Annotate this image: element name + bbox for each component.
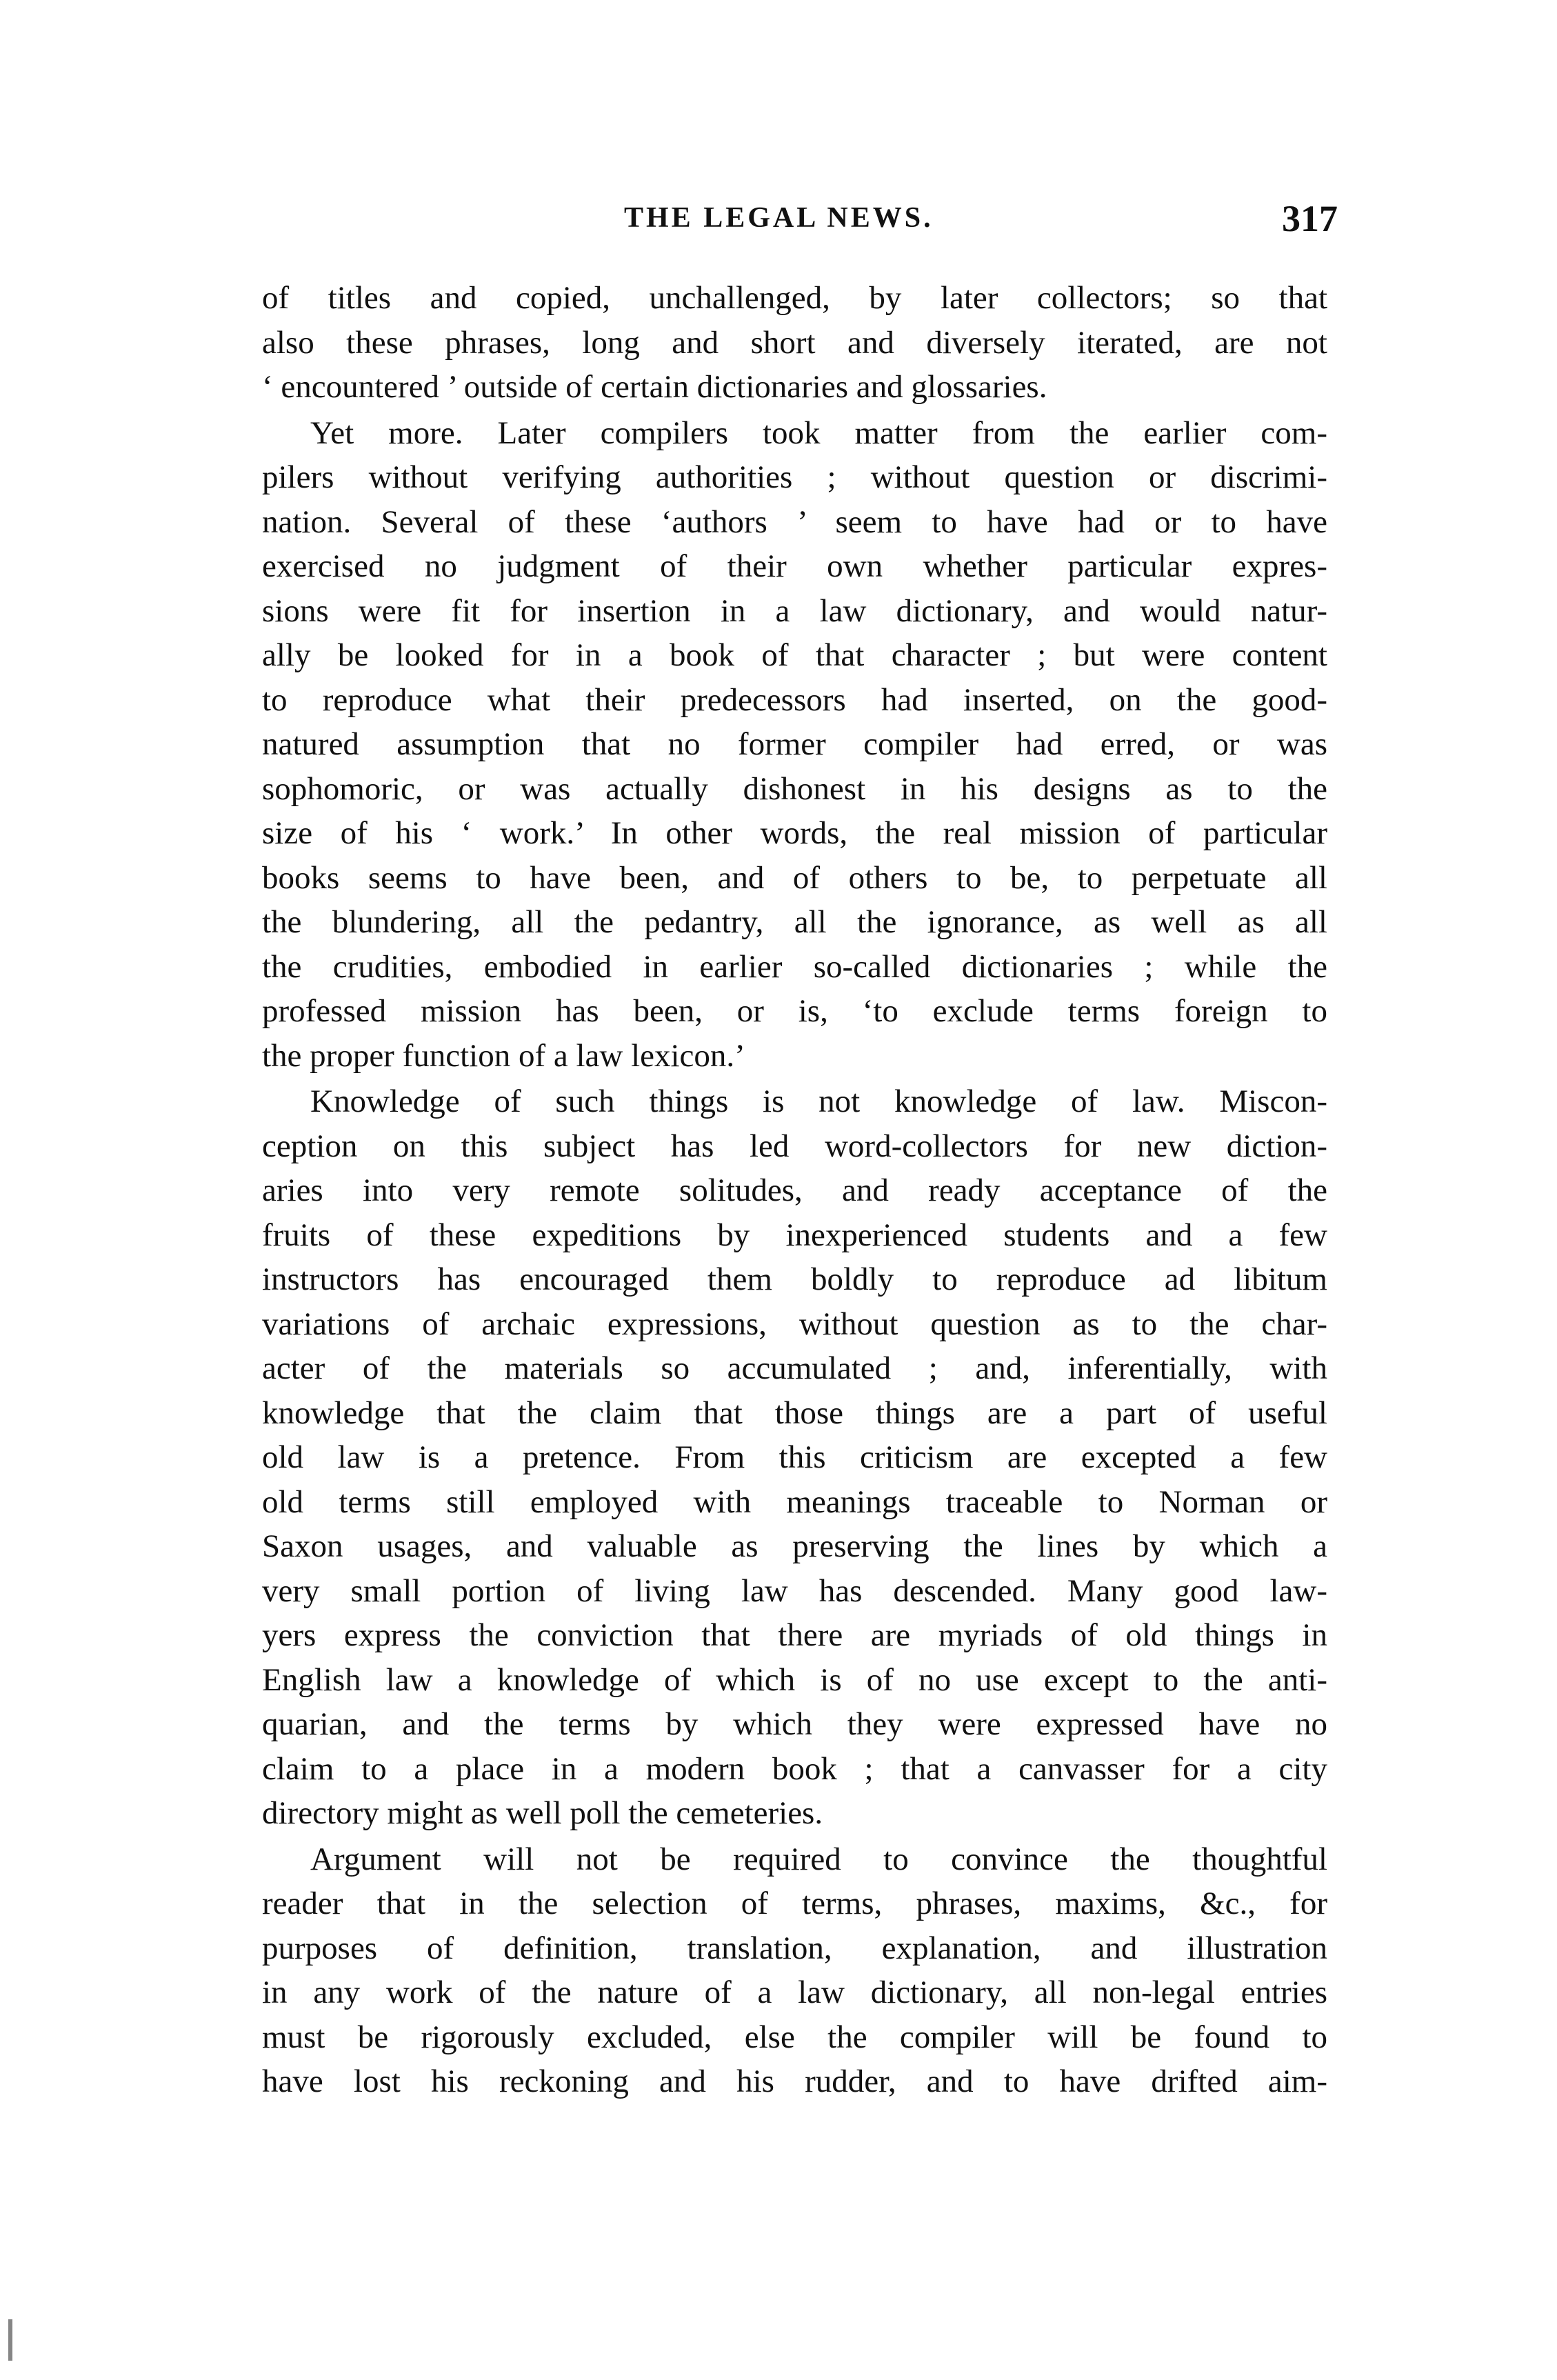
text-line: ception on this subject has led word-collectors for new diction- [262,1128,1327,1164]
text-line: fruits of these expeditions by inexperienced students and a few [262,1217,1327,1253]
text-line: size of his ‘ work.’ In other words, the real mission of particular [262,815,1327,851]
text-line: Saxon usages, and valuable as preserving the lines by which a [262,1528,1327,1564]
text-line: exercised no judgment of their own whether particular expres- [262,548,1327,584]
text-line: nation. Several of these ‘authors ’ seem to have had or to have [262,503,1327,540]
paragraph [262,1837,1327,2104]
text-line: claim to a place in a modern book ; that a canvasser for a city [262,1750,1327,1787]
text-line: have lost his reckoning and his rudder, and to have drifted aim- [262,2063,1327,2099]
text-line: must be rigorously excluded, else the compiler will be found to [262,2019,1327,2055]
text-line: of titles and copied, unchallenged, by later collectors; so that [262,280,1327,316]
text-line: old terms still employed with meanings traceable to Norman or [262,1483,1327,1520]
text-line: books seems to have been, and of others to be, to perpetuate all [262,859,1327,896]
text-line: variations of archaic expressions, without question as to the char- [262,1306,1327,1342]
text-line: Yet more. Later compilers took matter from the earlier com- [310,414,1327,451]
text-line: to reproduce what their predecessors had inserted, on the good- [262,681,1327,718]
text-line: aries into very remote solitudes, and ready acceptance of the [262,1172,1327,1208]
text-line: the crudities, embodied in earlier so-called dictionaries ; while the [262,948,1327,985]
text-line: pilers without verifying authorities ; without question or discrimi- [262,459,1327,495]
paragraph [262,1079,1327,1836]
text-line: ‘ encountered ’ outside of certain dictionaries and glossaries. [262,369,1047,405]
text-line: knowledge that the claim that those things are a part of useful [262,1394,1327,1431]
paragraph [262,411,1327,1079]
text-line: purposes of definition, translation, explanation, and illustration [262,1930,1327,1966]
text-line: ally be looked for in a book of that character ; but were content [262,637,1327,673]
text-line: English law a knowledge of which is of no use except to the anti- [262,1661,1327,1698]
text-line: Knowledge of such things is not knowledge of law. Miscon- [310,1083,1327,1119]
paragraph [262,276,1327,410]
text-line: old law is a pretence. From this criticism are excepted a few [262,1439,1327,1475]
text-line: reader that in the selection of terms, phrases, maxims, &c., for [262,1886,1327,1921]
text-line: sions were fit for insertion in a law dictionary, and would natur- [262,592,1327,629]
body-text [262,276,1327,2106]
text-line: the proper function of a law lexicon.’ [262,1037,745,1074]
text-line: acter of the materials so accumulated ; and, inferentially, with [262,1350,1327,1386]
page-edge-mark [8,2319,12,2361]
text-line: also these phrases, long and short and diversely iterated, are not [262,324,1327,361]
text-line: quarian, and the terms by which they were expressed have no [262,1706,1327,1742]
text-line: yers express the conviction that there are myriads of old things in [262,1617,1327,1653]
text-line: in any work of the nature of a law dictionary, all non-legal entries [262,1974,1327,2010]
text-line: instructors has encouraged them boldly to reproduce ad libitum [262,1261,1327,1297]
text-line: Argument will not be required to convince the thoughtful [310,1841,1327,1877]
text-line: professed mission has been, or is, ‘to exclude terms foreign to [262,993,1327,1029]
running-title: THE LEGAL NEWS. [624,202,934,234]
text-line: the blundering, all the pedantry, all the ignorance, as well as all [262,904,1327,940]
text-line: directory might as well poll the cemeteries. [262,1795,823,1831]
text-line: very small portion of living law has descended. Many good law- [262,1572,1327,1609]
page-number: 317 [1282,198,1338,239]
text-line: sophomoric, or was actually dishonest in his designs as to the [262,770,1327,807]
text-line: natured assumption that no former compiler had erred, or was [262,726,1327,762]
running-header [262,198,1338,243]
